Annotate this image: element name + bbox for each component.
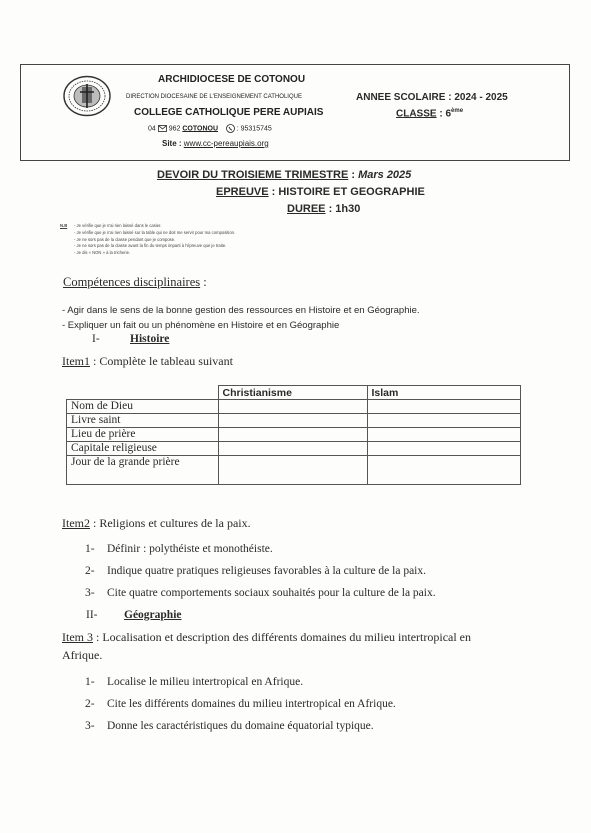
item2-label: Item2 xyxy=(62,516,90,530)
question xyxy=(85,587,436,599)
diocese-name: ARCHIDIOCESE DE COTONOU xyxy=(158,74,306,85)
classe-label: CLASSE xyxy=(396,108,437,120)
duree-label: DUREE xyxy=(287,203,326,215)
table-cell-christianisme[interactable] xyxy=(218,400,367,414)
devoir-title xyxy=(157,169,411,181)
table-row xyxy=(67,400,521,414)
bp-number: 962 xyxy=(168,125,181,133)
table-cell-islam[interactable] xyxy=(367,456,520,485)
question-number: 2- xyxy=(85,565,95,577)
devoir-sep: : xyxy=(348,169,359,181)
school-year: ANNEE SCOLAIRE : 2024 - 2025 xyxy=(356,92,508,103)
question-number: 1- xyxy=(85,543,95,555)
classe-sup: ème xyxy=(451,108,464,114)
question-text: Donne les caractéristiques du domaine équatorial typique. xyxy=(107,720,374,732)
item1-title xyxy=(62,354,233,369)
religions-table xyxy=(66,385,521,485)
duree-value: : 1h30 xyxy=(325,203,361,215)
table-header: Islam xyxy=(367,386,520,400)
table-cell-christianisme[interactable] xyxy=(218,428,367,442)
table-cell-islam[interactable] xyxy=(367,414,520,428)
section-name: Géographie xyxy=(124,609,182,621)
nb-item: - Je ne sors pas de la classe avant la fin du temps imparti à l'épreuve que je traite. xyxy=(74,243,227,249)
competence-item: - Agir dans le sens de la bonne gestion des ressources en Histoire et en Géographie. xyxy=(62,305,420,316)
devoir-date: Mars 2025 xyxy=(358,169,412,181)
competence-item: - Expliquer un fait ou un phénomène en Histoire et en Géographie xyxy=(62,320,340,331)
question xyxy=(85,543,273,555)
epreuve-title xyxy=(216,186,425,198)
epreuve-label: EPREUVE xyxy=(216,186,269,198)
question-number: 3- xyxy=(85,720,95,732)
table-cell-islam[interactable] xyxy=(367,442,520,456)
table-row xyxy=(67,442,521,456)
item3-text: : Localisation et description des différents domaines du milieu intertropical en xyxy=(93,630,472,644)
nb-item: - Je vérifie que je n'ai rien laissé dans le casier. xyxy=(74,223,162,228)
competences-suffix: : xyxy=(200,275,207,289)
table-cell-christianisme[interactable] xyxy=(218,442,367,456)
table-row-label: Nom de Dieu xyxy=(67,400,219,414)
nb-label: N.B xyxy=(60,223,68,228)
question xyxy=(85,676,303,688)
question-text: Cite quatre comportements sociaux souhaités pour la culture de la paix. xyxy=(107,587,436,599)
table-row-label: Capitale religieuse xyxy=(67,442,219,456)
section-number: II- xyxy=(86,609,98,621)
table-row xyxy=(67,414,521,428)
question-number: 3- xyxy=(85,587,95,599)
table-header-row xyxy=(67,386,521,400)
item1-label: Item1 xyxy=(62,354,90,368)
table-row-label: Lieu de prière xyxy=(67,428,219,442)
question-text: Cite les différents domaines du milieu intertropical en Afrique. xyxy=(107,698,396,710)
item1-text: : Complète le tableau suivant xyxy=(90,354,233,368)
mailbox-icon xyxy=(158,125,167,132)
diocese-seal-logo xyxy=(62,75,112,117)
phone-number: : 95315745 xyxy=(236,125,272,133)
question xyxy=(85,698,396,710)
item3-title xyxy=(62,630,471,645)
item3-label: Item 3 xyxy=(62,630,93,644)
question xyxy=(85,565,426,577)
table-row xyxy=(67,456,521,485)
direction-name: DIRECTION DIOCESAINE DE L'ENSEIGNEMENT CATHOLIQUE xyxy=(126,94,302,100)
site-line xyxy=(162,139,269,148)
question-number: 2- xyxy=(85,698,95,710)
college-name: COLLEGE CATHOLIQUE PERE AUPIAIS xyxy=(134,107,324,118)
site-label: Site : xyxy=(162,139,184,148)
question xyxy=(85,720,374,732)
table-cell-christianisme[interactable] xyxy=(218,456,367,485)
nb-item: - Je dis « NON » à la tricherie. xyxy=(74,250,131,256)
item2-text: : Religions et cultures de la paix. xyxy=(90,516,251,530)
nb-item: - Je vérifie que je n'ai rien laissé sur la table qui ne doit me servir pour ma composition. xyxy=(74,229,236,235)
table-header: Christianisme xyxy=(218,386,367,400)
table-row-label: Jour de la grande prière xyxy=(67,456,219,485)
competences-label: Compétences disciplinaires xyxy=(63,275,201,289)
nb-item: - Je ne sors pas de la classe pendant que je compose. xyxy=(74,236,176,242)
section-geographie xyxy=(86,609,182,621)
epreuve-value: : HISTOIRE ET GEOGRAPHIE xyxy=(268,186,425,198)
section-histoire xyxy=(92,333,169,345)
question-number: 1- xyxy=(85,676,95,688)
table-cell-islam[interactable] xyxy=(367,428,520,442)
item3-text-cont: Afrique. xyxy=(62,648,103,662)
table-cell-islam[interactable] xyxy=(367,400,520,414)
devoir-label: DEVOIR DU TROISIEME TRIMESTRE xyxy=(157,169,349,181)
classe-line xyxy=(396,108,463,119)
section-number: I- xyxy=(92,333,100,345)
table-header-blank xyxy=(67,386,219,400)
contact-line xyxy=(148,124,272,133)
site-url-link[interactable]: www.cc-pereaupiais.org xyxy=(183,139,269,148)
table-row xyxy=(67,428,521,442)
competences-title xyxy=(63,275,207,290)
question-text: Indique quatre pratiques religieuses favorables à la culture de la paix. xyxy=(107,565,426,577)
table-cell-christianisme[interactable] xyxy=(218,414,367,428)
classe-value: : 6 xyxy=(436,108,452,120)
bp-prefix: 04 xyxy=(148,125,156,133)
item2-title xyxy=(62,516,251,531)
question-text: Définir : polythéiste et monothéiste. xyxy=(107,543,273,555)
question-text: Localise le milieu intertropical en Afrique. xyxy=(107,676,304,688)
phone-icon xyxy=(226,124,235,133)
duree-title xyxy=(287,203,360,215)
bp-city: COTONOU xyxy=(182,125,218,133)
table-row-label: Livre saint xyxy=(67,414,219,428)
section-name: Histoire xyxy=(130,333,170,345)
